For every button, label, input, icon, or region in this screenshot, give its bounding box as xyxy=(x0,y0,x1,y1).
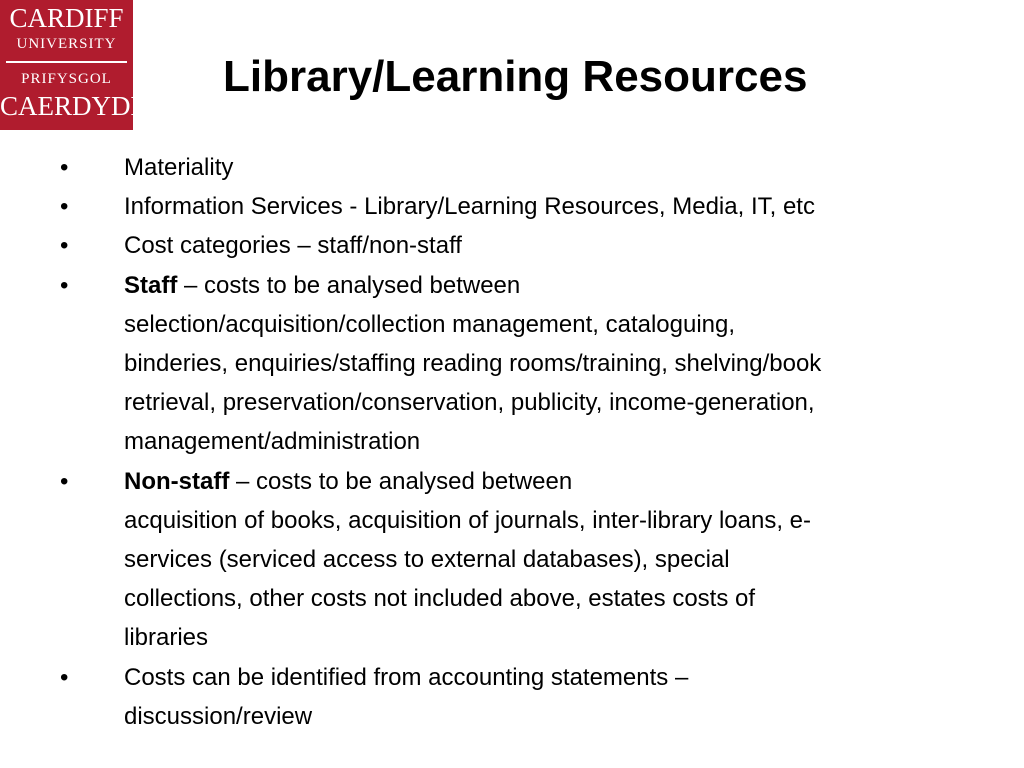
bullet-text: retrieval, preservation/conservation, publicity, income-generation, xyxy=(124,389,815,417)
bullet-text: libraries xyxy=(124,624,209,652)
bullet-line xyxy=(124,344,964,383)
bullet-marker: • xyxy=(60,154,69,181)
bullet-item xyxy=(0,266,1024,462)
bullet-line xyxy=(124,148,964,187)
bullet-line xyxy=(124,540,964,579)
bullet-marker: • xyxy=(60,193,69,221)
bullet-text: binderies, enquiries/staffing reading rooms/training, shelving/book xyxy=(124,350,822,378)
bullet-item xyxy=(0,226,1024,265)
bullet-bold-label: Staff xyxy=(124,271,178,299)
bullet-marker: • xyxy=(60,232,69,260)
bullet-line xyxy=(124,383,964,422)
bullet-text: acquisition of books, acquisition of journals, inter-library loans, e- xyxy=(124,506,812,534)
bullet-line xyxy=(124,305,964,344)
bullet-text: Costs can be identified from accounting statements – xyxy=(124,663,689,691)
bullet-item xyxy=(0,462,1024,658)
bullet-text: management/administration xyxy=(124,428,421,456)
bullet-text: selection/acquisition/collection management, cataloguing, xyxy=(124,310,736,338)
bullet-line xyxy=(124,618,964,657)
bullet-line xyxy=(124,501,964,540)
bullet-text: services (serviced access to external databases), special xyxy=(124,546,730,574)
bullet-line xyxy=(124,422,964,461)
bullet-item xyxy=(0,187,1024,226)
bullet-line xyxy=(124,266,964,305)
bullet-line xyxy=(124,697,964,736)
bullet-line xyxy=(124,579,964,618)
bullet-text: Cost categories – staff/non-staff xyxy=(124,232,462,260)
bullet-text: discussion/review xyxy=(124,702,313,730)
bullet-item xyxy=(0,148,1024,187)
bullet-item xyxy=(0,658,1024,736)
bullet-line xyxy=(124,658,964,697)
bullet-text: Information Services - Library/Learning Resources, Media, IT, etc xyxy=(124,193,815,221)
university-logo xyxy=(0,0,151,130)
bullet-list xyxy=(0,148,1024,736)
bullet-text: – costs to be analysed between xyxy=(177,271,521,299)
logo-line-university: UNIVERSITY xyxy=(16,36,117,52)
bullet-marker: • xyxy=(60,271,69,299)
bullet-line xyxy=(124,226,964,265)
logo-line-prifysgol: PRIFYSGOL xyxy=(21,71,112,87)
bullet-marker: • xyxy=(60,663,69,691)
bullet-text: collections, other costs not included above, estates costs of xyxy=(124,585,756,613)
logo-line-caerdydd: CAERDYDD xyxy=(0,91,151,121)
bullet-marker: • xyxy=(60,467,69,495)
bullet-bold-label: Non-staff xyxy=(124,467,230,495)
slide-title: Library/Learning Resources xyxy=(223,52,808,101)
logo-divider xyxy=(6,61,127,63)
bullet-line xyxy=(124,187,964,226)
bullet-text: Materiality xyxy=(124,154,234,181)
logo-line-cardiff: CARDIFF xyxy=(9,3,124,33)
bullet-text: – costs to be analysed between xyxy=(229,467,573,495)
bullet-line xyxy=(124,462,964,501)
